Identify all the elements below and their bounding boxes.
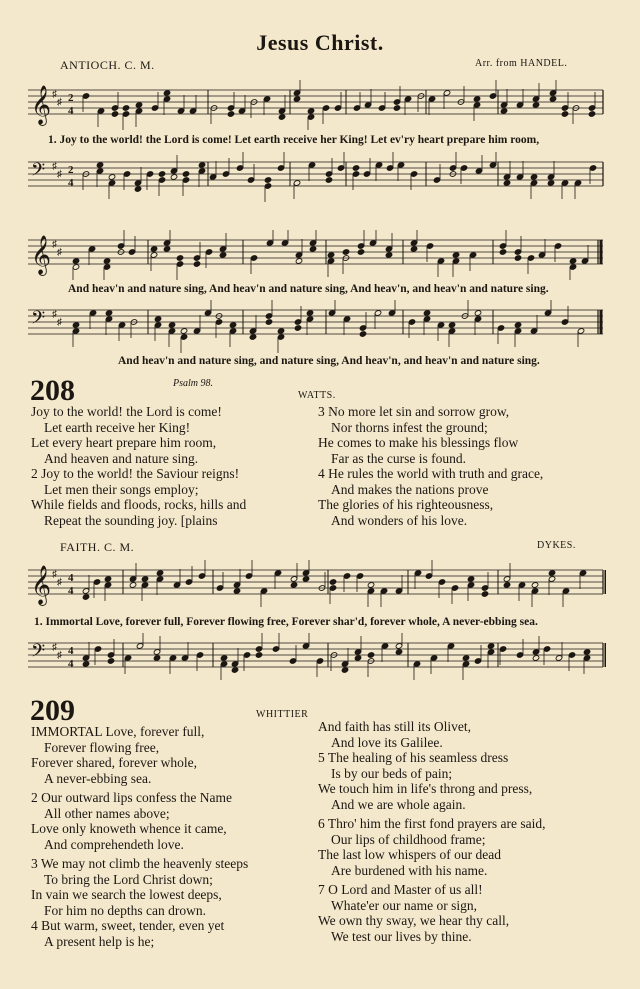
stanza-line: He comes to make his blessings flow [318, 435, 519, 450]
stanza-line: Nor thorns infest the ground; [331, 419, 488, 435]
stanza-line: A present help is he; [44, 933, 155, 949]
svg-text:♯: ♯ [52, 642, 57, 653]
svg-text:♯: ♯ [52, 161, 57, 172]
treble-clef-icon: 𝄞 [31, 85, 52, 125]
stanza-line: IMMORTAL Love, forever full, [31, 724, 205, 739]
stanza-line: Far as the curse is found. [331, 450, 466, 466]
bass-clef-icon: 𝄢 [31, 641, 46, 666]
stanza-line: And heaven and nature sing. [44, 450, 199, 466]
page-title: Jesus Christ. [256, 30, 384, 55]
stanza-line: Forever shared, forever whole, [31, 755, 198, 770]
stanza-line: 4 But warm, sweet, tender, even yet [31, 918, 225, 933]
svg-text:4: 4 [68, 177, 74, 189]
svg-text:♯: ♯ [52, 309, 57, 320]
lyric-line-208-bass: And heav'n and nature sing, and nature sing, And heav'n, and heav'n and nature sing. [118, 355, 540, 367]
stanza-line: Let men their songs employ; [44, 481, 199, 497]
treble-clef-icon: 𝄞 [31, 565, 52, 605]
lyric-line-208-verse1: 1. Joy to the world! the Lord is come! Let earth receive her King! Let ev'ry heart prepare him room, [48, 134, 540, 146]
stanza-line: The last low whispers of our dead [318, 847, 501, 862]
music-staff-209-bass [28, 633, 606, 689]
stanza-line: Are burdened with his name. [331, 862, 488, 878]
music-staff-208-system1-treble [28, 80, 606, 130]
svg-text:♯: ♯ [52, 569, 57, 580]
stanza-line: Repeat the sounding joy. [plains [44, 512, 218, 528]
stanza-line: Is by our beds of pain; [331, 765, 453, 781]
stanzas-208-left [31, 404, 311, 528]
treble-clef-icon: 𝄞 [31, 235, 52, 275]
stanza-line: Let earth receive her King! [44, 419, 191, 435]
arranger-credit: Arr. from HANDEL. [475, 58, 568, 69]
stanza-line: Our lips of childhood frame; [331, 831, 486, 847]
music-staff-208-system2-treble [28, 230, 606, 280]
stanzas-209-right [318, 719, 608, 944]
stanza-line: While fields and floods, rocks, hills and [31, 497, 247, 512]
music-staff-208-system2-bass [28, 300, 606, 356]
stanza-line: We test our lives by thine. [331, 928, 472, 944]
stanza-line: And we are whole again. [331, 796, 466, 812]
stanza-line: All other names above; [44, 805, 170, 821]
svg-text:♯: ♯ [52, 239, 57, 250]
lyric-line-209-verse1: 1. Immortal Love, forever full, Forever flowing free, Forever shar'd, forever whole, A never-ebbing sea. [34, 616, 538, 628]
svg-text:♯: ♯ [52, 89, 57, 100]
stanza-line: 3 We may not climb the heavenly steeps [31, 856, 249, 871]
svg-text:4: 4 [68, 105, 74, 117]
author-watts: WATTS. [298, 390, 336, 401]
svg-text:♯: ♯ [57, 317, 62, 328]
stanza-line: Forever flowing free, [44, 739, 160, 755]
stanzas-209-left [31, 724, 316, 949]
music-staff-208-system1-bass [28, 152, 606, 212]
svg-text:4: 4 [68, 645, 74, 657]
stanza-line: And faith has still its Olivet, [318, 719, 471, 734]
stanza-line: And comprehendeth love. [44, 836, 184, 852]
stanza-line: Love only knoweth whence it came, [31, 821, 227, 836]
stanza-line: 4 He rules the world with truth and grace, [318, 466, 544, 481]
hymn-number-209: 209 [30, 694, 75, 727]
tune-name-faith: FAITH. C. M. [60, 540, 135, 554]
stanza-line: A never-ebbing sea. [44, 770, 152, 786]
svg-text:♯: ♯ [57, 650, 62, 661]
stanza-line: Whate'er our name or sign, [331, 897, 478, 913]
stanza-line: 2 Our outward lips confess the Name [31, 790, 232, 805]
svg-text:2: 2 [68, 164, 74, 176]
bass-clef-icon: 𝄢 [31, 160, 46, 185]
svg-text:4: 4 [68, 572, 74, 584]
stanza-line: 6 Thro' him the first fond prayers are said, [318, 816, 546, 831]
hymn-number-208: 208 [30, 374, 75, 407]
stanzas-208-right [318, 404, 608, 528]
svg-text:2: 2 [68, 92, 74, 104]
svg-text:♯: ♯ [57, 247, 62, 258]
stanza-line: Let every heart prepare him room, [31, 435, 217, 450]
stanza-line: 3 No more let sin and sorrow grow, [318, 404, 510, 419]
svg-text:4: 4 [68, 658, 74, 670]
lyric-line-208-treble: And heav'n and nature sing, And heav'n and nature sing, And heav'n, and heav'n and nature sing. [68, 283, 549, 295]
svg-text:♯: ♯ [57, 97, 62, 108]
bass-clef-icon: 𝄢 [31, 308, 46, 333]
stanza-line: The glories of his righteousness, [318, 497, 494, 512]
stanza-line: 5 The healing of his seamless dress [318, 750, 509, 765]
music-staff-209-treble [28, 560, 606, 614]
svg-text:4: 4 [68, 585, 74, 597]
stanza-line: To bring the Lord Christ down; [44, 871, 213, 887]
stanza-line: We touch him in life's throng and press, [318, 781, 533, 796]
stanza-line: And love its Galilee. [331, 734, 443, 750]
stanza-line: 7 O Lord and Master of us all! [318, 882, 483, 897]
stanza-line: In vain we search the lowest deeps, [31, 887, 222, 902]
tune-name-antioch: ANTIOCH. C. M. [60, 58, 155, 72]
stanza-line: We own thy sway, we hear thy call, [318, 913, 510, 928]
stanza-line: And wonders of his love. [331, 512, 468, 528]
svg-text:♯: ♯ [57, 577, 62, 588]
stanza-line: 2 Joy to the world! the Saviour reigns! [31, 466, 240, 481]
stanza-line: For him no depths can drown. [44, 902, 206, 918]
author-whittier: WHITTIER [256, 709, 309, 720]
composer-credit: DYKES. [537, 540, 576, 551]
svg-text:♯: ♯ [57, 169, 62, 180]
stanza-line: And makes the nations prove [331, 481, 489, 497]
stanza-line: Joy to the world! the Lord is come! [31, 404, 222, 419]
psalm-reference: Psalm 98. [173, 378, 213, 389]
